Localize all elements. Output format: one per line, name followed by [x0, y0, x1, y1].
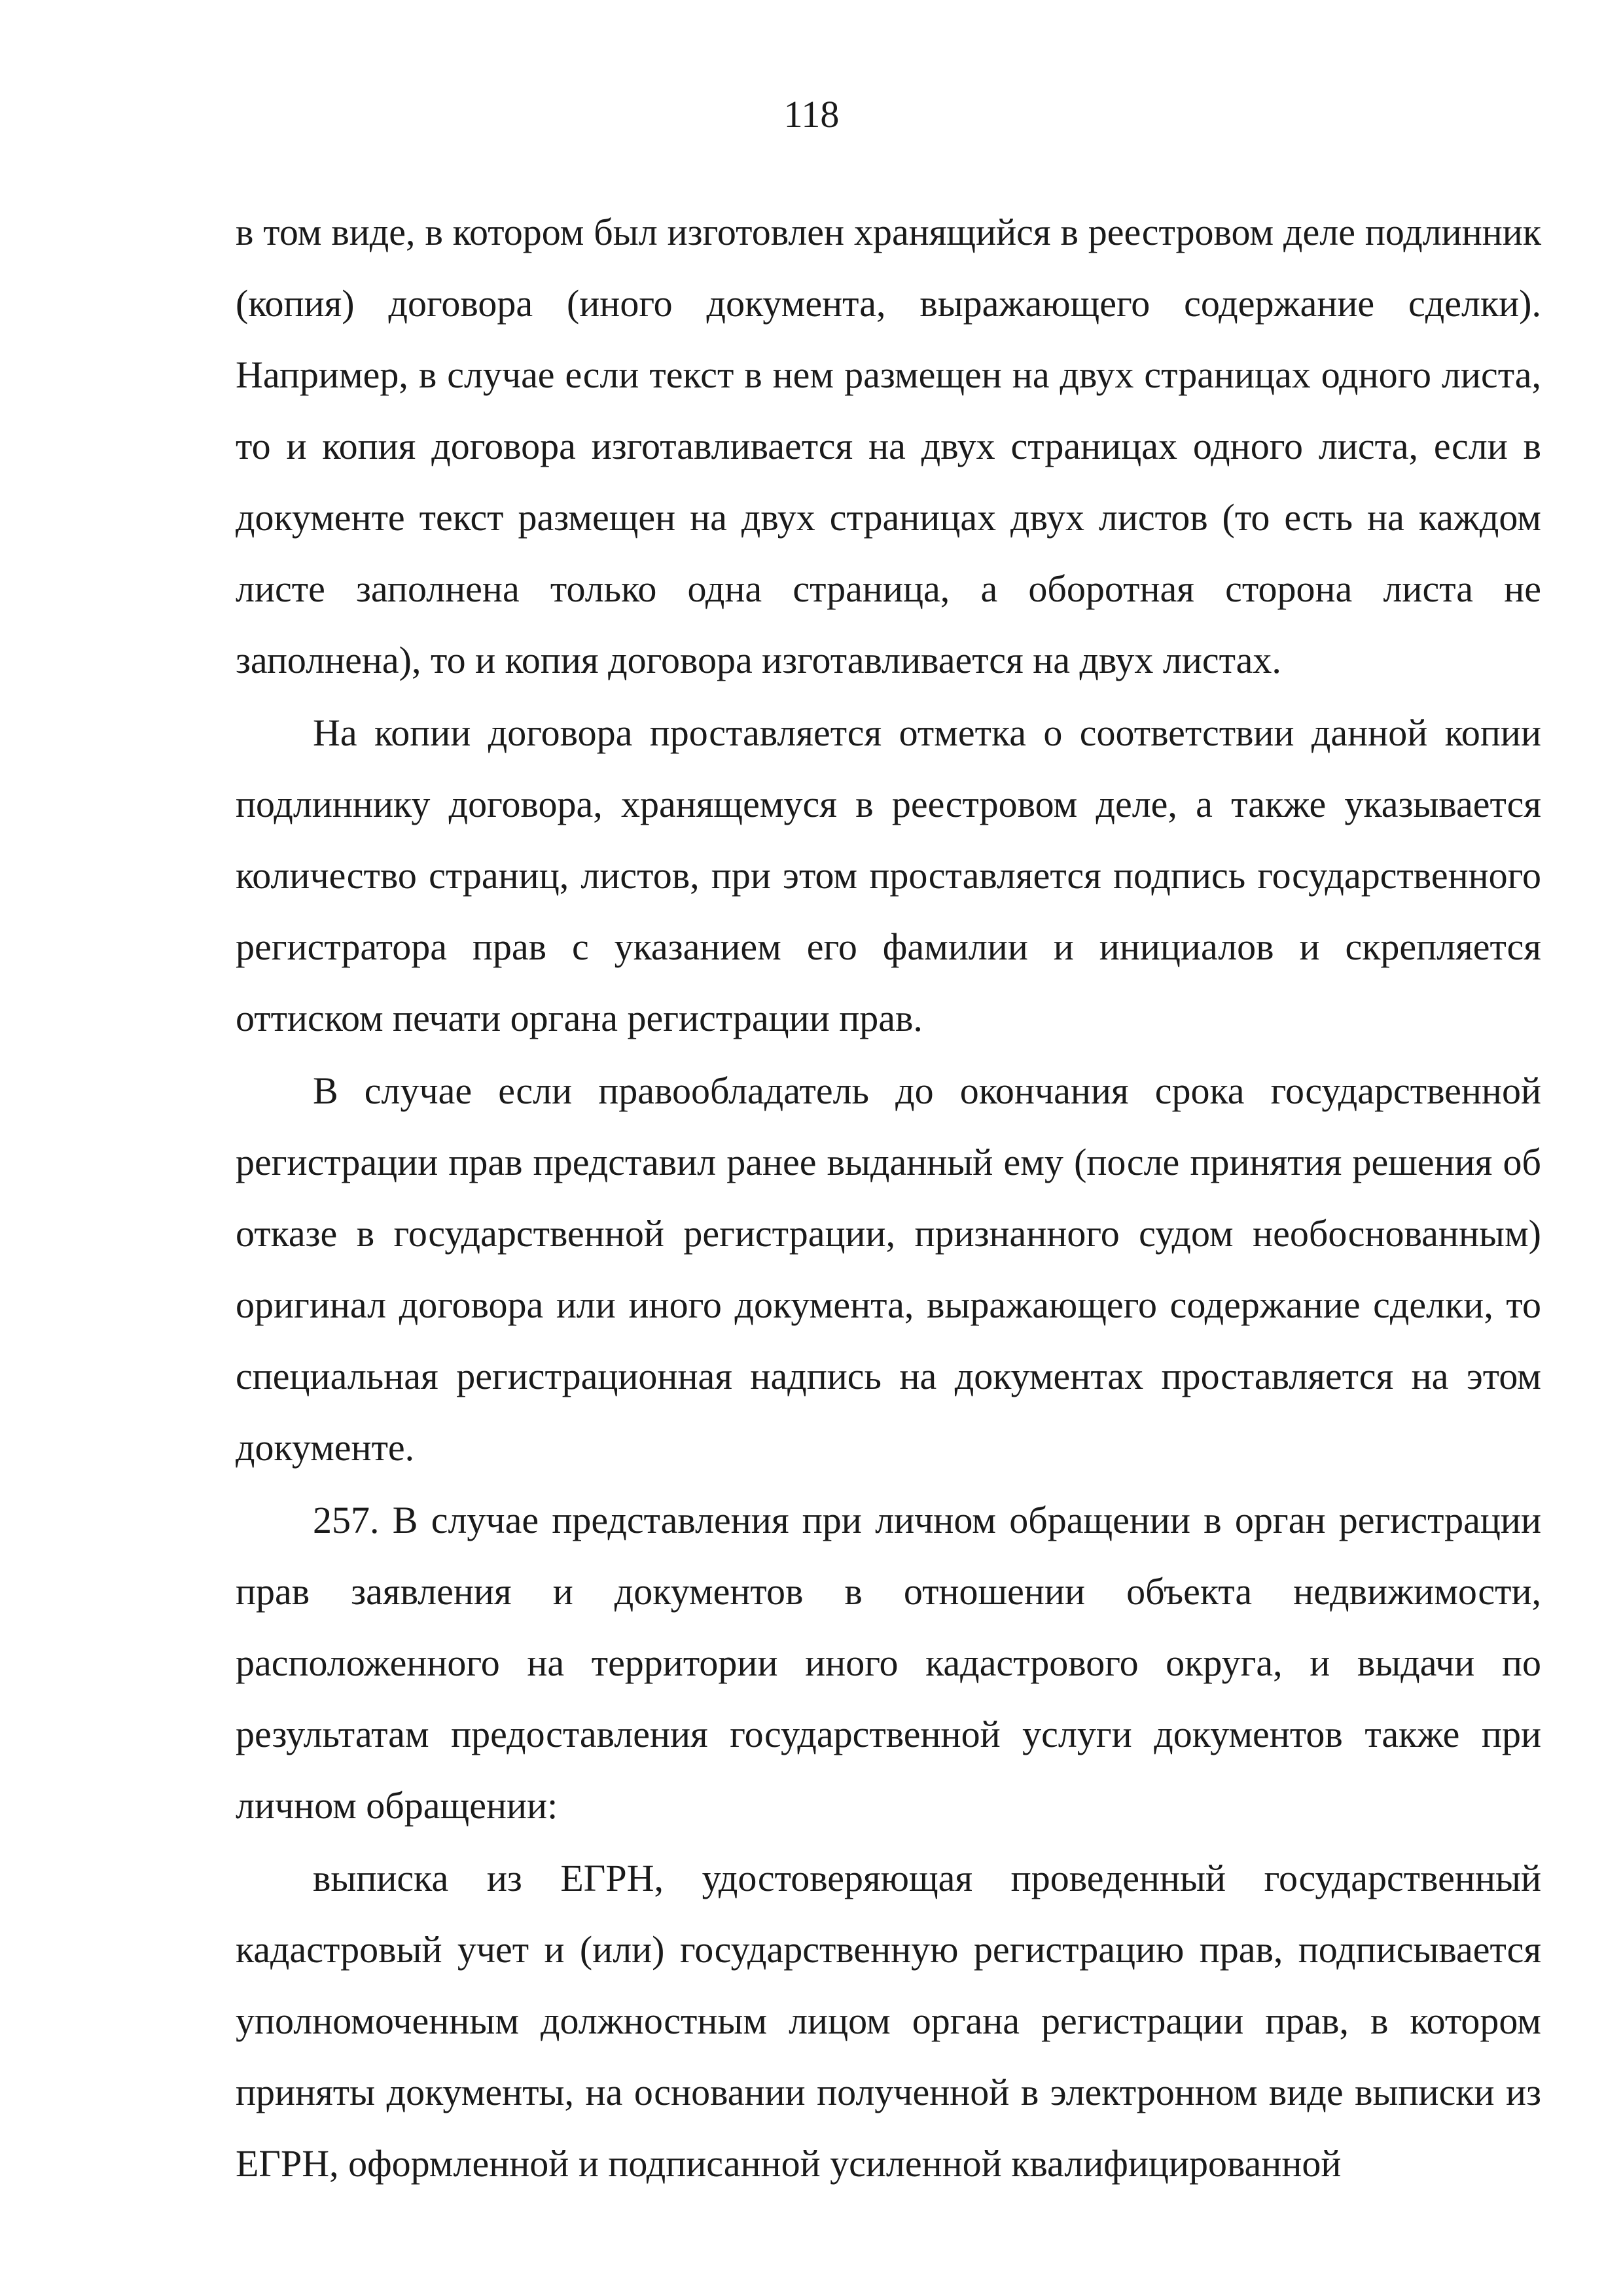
paragraph-5: выписка из ЕГРН, удостоверяющая проведенный государственный кадастровый учет и (или) государственную регистрацию прав, подписывается уполномоченным должностным лицом органа регистрации прав, в котором приняты документы, на основании полученной в электронном виде выписки из ЕГРН, оформленной и подписанной усиленной квалифицированной — [236, 1857, 1541, 2185]
paragraph-4: 257. В случае представления при личном обращении в орган регистрации прав заявления и документов в отношении объекта недвижимости, расположенного на территории иного кадастрового округа, и выдачи по результатам предоставления государственной услуги документов также при личном обращении: — [236, 1499, 1541, 1827]
paragraph-2: На копии договора проставляется отметка о соответствии данной копии подлиннику договора, хранящемуся в реестровом деле, а также указывается количество страниц, листов, при этом проставляется подпись государственного регистратора прав с указанием его фамилии и инициалов и скрепляется оттиском печати органа регистрации прав. — [236, 711, 1541, 1039]
document-body — [236, 196, 1541, 2200]
page-number: 118 — [783, 93, 840, 135]
paragraph-1: в том виде, в котором был изготовлен хранящийся в реестровом деле подлинник (копия) договора (иного документа, выражающего содержание сделки). Например, в случае если текст в нем размещен на двух страницах одного листа, то и копия договора изготавливается на двух страницах одного листа, если в документе текст размещен на двух страницах двух листов (то есть на каждом листе заполнена только одна страница, а оборотная сторона листа не заполнена), то и копия договора изготавливается на двух листах. — [236, 211, 1541, 681]
paragraph-3: В случае если правообладатель до окончания срока государственной регистрации прав представил ранее выданный ему (после принятия решения об отказе в государственной регистрации, признанного судом необоснованным) оригинал договора или иного документа, выражающего содержание сделки, то специальная регистрационная надпись на документах проставляется на этом документе. — [236, 1069, 1541, 1469]
